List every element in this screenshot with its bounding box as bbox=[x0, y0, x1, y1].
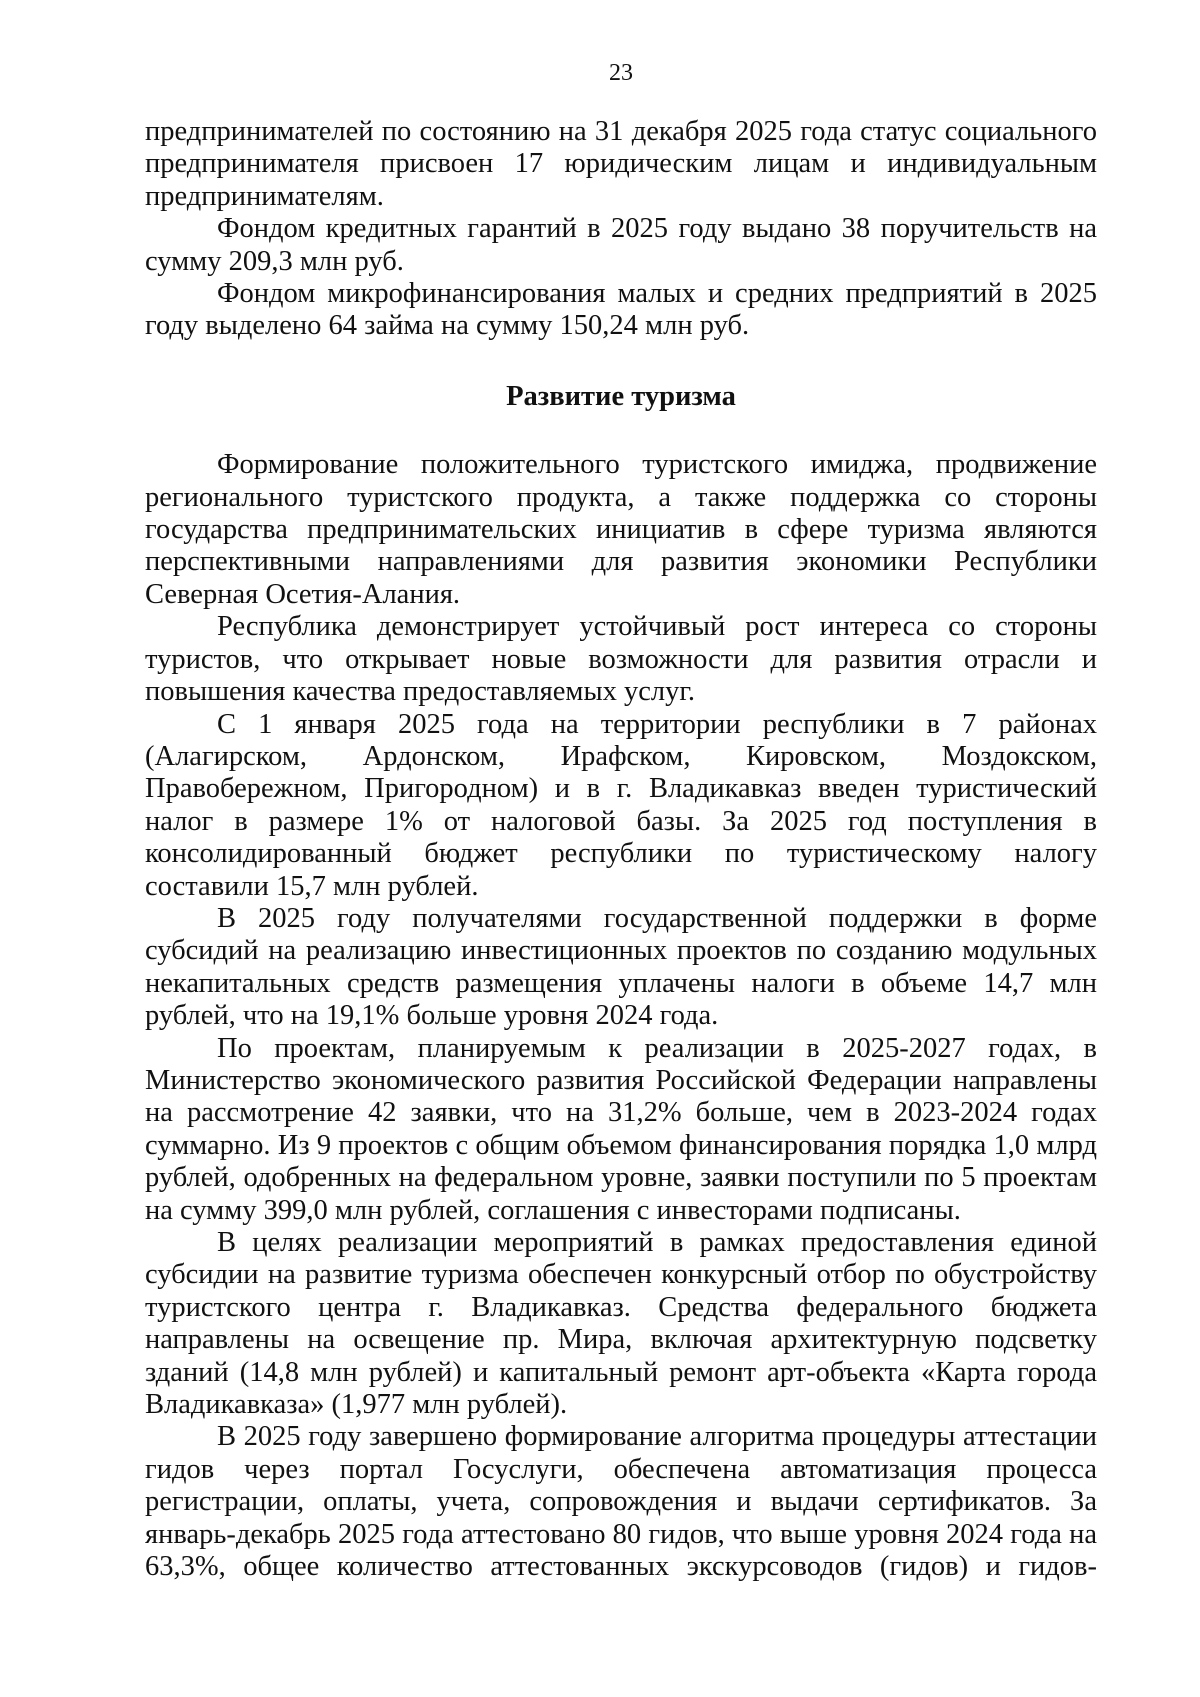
paragraph-tourist-interest: Республика демонстрирует устойчивый рост интереса со стороны туристов, что открывает новые возможности для развития отрасли и повышения качества предоставляемых услуг. bbox=[145, 611, 1097, 708]
paragraph-social-entrepreneurs: предпринимателей по состоянию на 31 декабря 2025 года статус социального предпринимателя присвоен 17 юридическим лицам и индивидуальным предпринимателям. bbox=[145, 116, 1097, 212]
paragraph-microfinance-fund: Фондом микрофинансирования малых и средних предприятий в 2025 году выделено 64 займа на сумму 150,24 млн руб. bbox=[145, 278, 1097, 342]
paragraph-investment-projects: По проектам, планируемым к реализации в 2025-2027 годах, в Министерство экономического развития Российской Федерации направлены на рассмотрение 42 заявки, что на 31,2% больше, чем в 2023-2024 годах суммарно. Из 9 проектов с общим объемом финансирования порядка 1,0 млрд рублей, одобренных на федеральном уровне, заявки поступили по 5 проектам на сумму 399,0 млн рублей, соглашения с инвесторами подписаны. bbox=[145, 1032, 1097, 1226]
paragraph-modular-accommodation: В 2025 году получателями государственной поддержки в форме субсидий на реализацию инвестиционных проектов по созданию модульных некапитальных средств размещения уплачены налоги в объеме 14,7 млн рублей, что на 19,1% больше уровня 2024 года. bbox=[145, 902, 1097, 1032]
paragraph-tourism-image: Формирование положительного туристского имиджа, продвижение регионального туристского продукта, а также поддержка со стороны государства предпринимательских инициатив в сфере туризма являются перспективными направлениями для развития экономики Республики Северная Осетия-Алания. bbox=[145, 449, 1097, 610]
paragraph-guide-certification: В 2025 году завершено формирование алгоритма процедуры аттестации гидов через портал Госуслуги, обеспечена автоматизация процесса регистрации, оплаты, учета, сопровождения и выдачи сертификатов. За январь-декабрь 2025 года аттестовано 80 гидов, что выше уровня 2024 года на 63,3%, общее количество аттестованных экскурсоводов (гидов) и гидов- bbox=[145, 1421, 1097, 1583]
page-number: 23 bbox=[609, 60, 633, 86]
section-heading-tourism: Развитие туризма bbox=[506, 380, 736, 412]
paragraph-credit-guarantee-fund: Фондом кредитных гарантий в 2025 году выдано 38 поручительств на сумму 209,3 млн руб. bbox=[145, 213, 1097, 277]
paragraph-tourism-subsidy: В целях реализации мероприятий в рамках предоставления единой субсидии на развитие туризма обеспечен конкурсный отбор по обустройству туристского центра г. Владикавказ. Средства федерального бюджета направлены на освещение пр. Мира, включая архитектурную подсветку зданий (14,8 млн рублей) и капитальный ремонт арт-объекта «Карта города Владикавказа» (1,977 млн рублей). bbox=[145, 1227, 1097, 1421]
document-body bbox=[145, 116, 1097, 1583]
paragraph-tourist-tax: С 1 января 2025 года на территории республики в 7 районах (Алагирском, Ардонском, Ирафском, Кировском, Моздокском, Правобережном, Пригородном) и в г. Владикавказ введен туристический налог в размере 1% от налоговой базы. За 2025 год поступления в консолидированный бюджет республики по туристическому налогу составили 15,7 млн рублей. bbox=[145, 708, 1097, 902]
